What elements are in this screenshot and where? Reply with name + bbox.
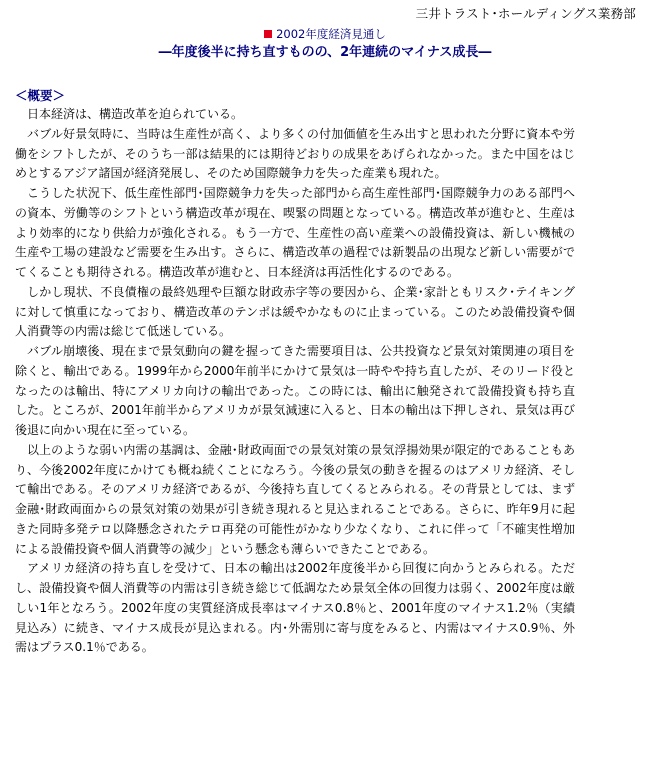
paragraph-4: しかし現状、不良債権の最終処理や巨額な財政赤字等の要因から、企業･家計ともリスク･テイキングに対して慎重になっており、構造改革のテンポは緩やかなものに止まっている。このため設備投資や個人消費等の内需は総じて低迷している。 (15, 284, 575, 339)
organization-name: 三井トラスト･ホールディングス業務部 (415, 6, 636, 21)
paragraph-1: 日本経済は、構造改革を迫られている。 (27, 107, 244, 121)
headline (0, 26, 650, 62)
report-subtitle: ―年度後半に持ち直すものの、2年連続のマイナス成長― (158, 45, 492, 60)
kicker-text: 2002年度経済見通し (276, 27, 386, 41)
report-kicker (0, 26, 650, 42)
red-square-icon (264, 30, 272, 38)
paragraph-5: バブル崩壊後、現在まで景気動向の鍵を握ってきた需要項目は、公共投資など景気対策関連の項目を除くと、輸出である。1999年から2000年前半にかけて景気は一時やや持ち直したが、そのリード役となったのは輸出、特にアメリカ向けの輸出であった。この時には、輸出に触発されて設備投資も持ち直した。ところが、2001年前半からアメリカが景気減速に入ると、日本の輸出は下押しされ、景気は再び後退に向かい現在に至っている。 (15, 344, 575, 437)
paragraph-2: バブル好景気時に、当時は生産性が高く、より多くの付加価値を生み出すと思われた分野に資本や労働をシフトしたが、そのうち一部は結果的には期待どおりの成果をあげられなかった。また中国をはじめとするアジア諸国が経済発展し、そのため国際競争力を失った産業も現れた。 (15, 126, 575, 181)
section-heading: ＜概要＞ (15, 88, 66, 103)
summary-section (15, 87, 575, 658)
paragraph-3: こうした状況下、低生産性部門･国際競争力を失った部門から高生産性部門･国際競争力のある部門への資本、労働等のシフトという構造改革が現在、喫緊の問題となっている。構造改革が進むと、生産はより効率的になり供給力が強化される。もう一方で、生産性の高い産業への設備投資は、新しい機械の生産や工場の建設など需要を生み出す。さらに、構造改革の過程では新製品の出現など新しい需要がでてくることも期待される。構造改革が進むと、日本経済は再活性化するのである。 (15, 186, 575, 279)
paragraph-6: 以上のような弱い内需の基調は、金融･財政両面での景気対策の景気浮揚効果が限定的であることもあり、今後2002年度にかけても概ね続くことになろう。今後の景気の動きを握るのはアメリカ経済、そして輸出である。そのアメリカ経済であるが、今後持ち直してくるとみられる。その背景としては、まず金融･財政両面からの景気対策の効果が引き続き現れると見込まれることである。さらに、昨年9月に起きた同時多発テロ以降懸念されたテロ再発の可能性がかなり少なくなり、これに伴って「不確実性増加による設備投資や個人消費等の減少」という懸念も薄らいできたことである。 (15, 442, 575, 556)
paragraph-7: アメリカ経済の持ち直しを受けて、日本の輸出は2002年度後半から回復に向かうとみられる。ただし、設備投資や個人消費等の内需は引き続き総じて低調なため景気全体の回復力は弱く、2002年度は厳しい1年となろう。2002年度の実質経済成長率はマイナス0.8％と、2001年度のマイナス1.2％（実績見込み）に続き、マイナス成長が見込まれる。内･外需別に寄与度をみると、内需はマイナス0.9％、外需はプラス0.1％である。 (15, 561, 575, 655)
